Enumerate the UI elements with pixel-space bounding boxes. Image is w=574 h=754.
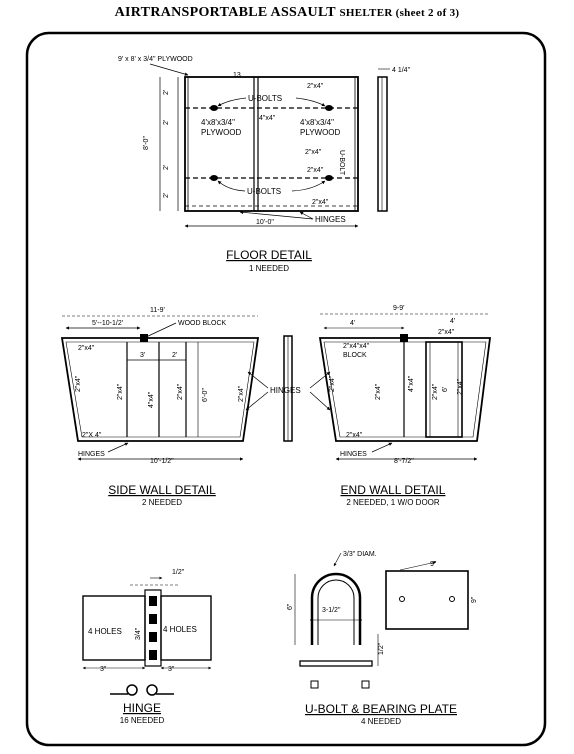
floor-dim-2d: 2' — [163, 192, 170, 198]
title-main: AIRTRANSPORTABLE ASSAULT — [114, 5, 336, 20]
bearing-plate — [386, 571, 468, 629]
floor-hinges-label: HINGES — [315, 215, 346, 224]
end-stud-v2: 4"x4" — [408, 375, 415, 392]
hinge-subcaption: 16 NEEDED — [119, 716, 165, 725]
end-block-2: BLOCK — [343, 352, 367, 359]
floor-plywood-top-label: 9' x 8' x 3/4" PLYWOOD — [118, 56, 193, 63]
ubolt-detail — [287, 551, 478, 726]
end-block-1: 2"x4"x4" — [343, 343, 370, 350]
side-subcaption: 2 NEEDED — [141, 498, 183, 507]
center-hinge-column — [246, 336, 330, 441]
floor-dim-2b: 2' — [163, 119, 170, 125]
ubolt-dim-6: 6" — [287, 603, 294, 610]
hinge-detail — [83, 569, 211, 725]
side-stud-top: 2"x4" — [78, 345, 95, 352]
side-wood-block: WOOD BLOCK — [178, 320, 227, 327]
hinge-dim-top: 1/2" — [172, 569, 185, 576]
side-stud-v1: 2"x4" — [75, 375, 82, 392]
ubolt-dim-12: 1/2" — [378, 642, 385, 655]
side-stud-v2: 2"x4" — [117, 383, 124, 400]
floor-plywood-left-2: PLYWOOD — [201, 128, 242, 137]
end-stud-v4: 2"x4" — [457, 378, 464, 395]
ubolt-dim-half: 3-1/2" — [322, 607, 341, 614]
side-wall-detail — [62, 307, 258, 507]
ubolt-caption: U-BOLT & BEARING PLATE — [304, 702, 458, 716]
side-stud-v5: 2"x4" — [238, 385, 245, 402]
floor-plywood-left-1: 4'x8'x3/4" — [201, 118, 235, 127]
floor-side-dim: 4 1/4" — [392, 67, 411, 74]
floor-dim-2a: 2' — [163, 89, 170, 95]
floor-detail — [118, 56, 411, 273]
side-stud-v4: 2"x4" — [177, 383, 184, 400]
hinge-dim-right: 3" — [168, 666, 175, 673]
side-dim-left: 5'--10-1/2' — [92, 320, 124, 327]
floor-stud-2x4-b: 2"x4" — [305, 149, 322, 156]
end-stud-v3: 2"x4" — [432, 383, 439, 400]
floor-plywood-right-2: PLYWOOD — [300, 128, 341, 137]
floor-stud-2x4-a: 2"x4" — [307, 83, 324, 90]
floor-u-bolt-note: U-BOLT — [338, 150, 345, 176]
floor-mark-13: 13 — [233, 72, 241, 79]
hinge-holes-left: 4 HOLES — [88, 627, 122, 636]
ubolt-dim-plate: 9" — [430, 561, 437, 568]
side-dim-bottom: 10'-1/2" — [150, 458, 174, 465]
side-dim-2: 2' — [172, 352, 178, 359]
side-caption: SIDE WALL DETAIL — [108, 483, 216, 497]
hinge-dim-vert: 3/4" — [135, 627, 142, 640]
title-sheet: SHELTER (sheet 2 of 3) — [339, 7, 460, 19]
side-dim-3: 3' — [140, 352, 146, 359]
end-dim-4a: 4' — [350, 320, 356, 327]
center-hinges-label: HINGES — [270, 386, 301, 395]
side-dim-h: 6'-0" — [202, 388, 209, 402]
floor-stud-4x4: 4"x4" — [259, 115, 276, 122]
end-dim-4b: 4' — [450, 318, 456, 325]
hinge-dim-left: 3" — [100, 666, 107, 673]
floor-dim-2c: 2' — [163, 164, 170, 170]
floor-plywood-right-1: 4'x8'x3/4" — [300, 118, 334, 127]
end-dim-top: 9-9' — [393, 305, 405, 312]
side-hinges: HINGES — [78, 451, 105, 458]
floor-dim-height: 8'-0" — [143, 136, 150, 150]
end-dim-6: 6' — [442, 386, 449, 392]
floor-stud-2x4-d: 2"x4" — [312, 199, 329, 206]
hinge-caption: HINGE — [122, 701, 162, 715]
floor-stud-2x4-c: 2"x4" — [307, 167, 324, 174]
end-stud-v1: 2"x4" — [375, 383, 382, 400]
side-wall-outline — [62, 338, 258, 441]
end-stud-bottom: 2"x4" — [346, 432, 363, 439]
side-stud-bottom: 2"X 4" — [82, 432, 102, 439]
end-caption: END WALL DETAIL — [340, 483, 446, 497]
floor-dim-width: 10'-0" — [256, 219, 274, 226]
floor-side-elevation — [378, 77, 387, 211]
end-dim-bottom: 8'-7/2" — [394, 458, 414, 465]
floor-ubolts-top: U-BOLTS — [248, 94, 283, 103]
end-wall-detail — [320, 305, 490, 507]
ubolt-diam: 3/3" DIAM. — [343, 551, 377, 558]
end-stud-top: 2"x4" — [438, 329, 455, 336]
side-stud-v3: 4"x4" — [148, 391, 155, 408]
end-hinges: HINGES — [340, 451, 367, 458]
hinge-holes-right: 4 HOLES — [163, 625, 197, 634]
ubolt-dim-plate2: 9" — [471, 596, 478, 603]
side-dim-top: 11-9' — [150, 307, 165, 314]
ubolt-subcaption: 4 NEEDED — [360, 717, 402, 726]
end-subcaption: 2 NEEDED, 1 W/O DOOR — [346, 498, 440, 507]
floor-caption: FLOOR DETAIL — [226, 248, 312, 262]
end-stud-v5: 2"x4" — [329, 375, 336, 392]
floor-subcaption: 1 NEEDED — [248, 264, 290, 273]
floor-ubolts-bottom: U-BOLTS — [247, 187, 282, 196]
